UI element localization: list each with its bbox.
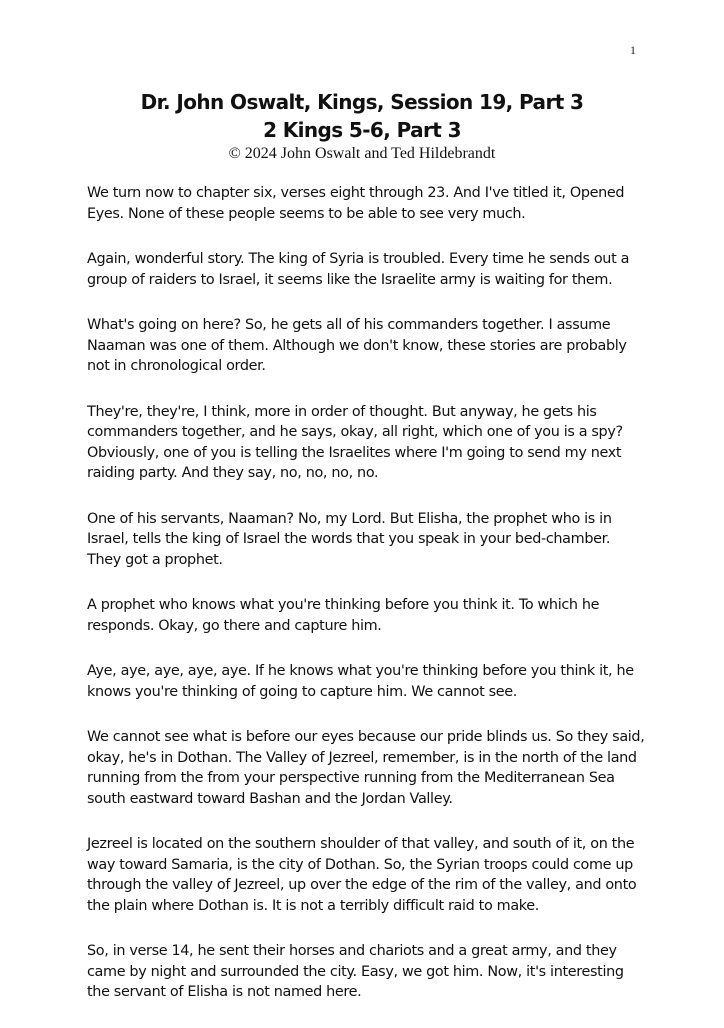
paragraph: So, in verse 14, he sent their horses and chariots and a great army, and they came by night and surrounded the city. Easy, we got him. Now, it's interesting the servant of Elisha is not named here. bbox=[87, 943, 624, 1000]
document-title: Dr. John Oswalt, Kings, Session 19, Part 3 bbox=[140, 90, 584, 114]
paragraph: We turn now to chapter six, verses eight through 23. And I've titled it, Opened Eyes. None of these people seems to be able to see very much. bbox=[87, 185, 625, 222]
document-subtitle: 2 Kings 5-6, Part 3 bbox=[263, 118, 461, 142]
document-header bbox=[0, 88, 724, 164]
paragraph: We cannot see what is before our eyes because our pride blinds us. So they said, okay, he's in Dothan. The Valley of Jezreel, remember, is in the north of the land running from the from your perspective running from the Mediterranean Sea south eastward toward Bashan and the Jordan Valley. bbox=[87, 729, 645, 807]
paragraph: Jezreel is located on the southern shoulder of that valley, and south of it, on the way toward Samaria, is the city of Dothan. So, the Syrian troops could come up through the valley of Jezreel, up over the edge of the rim of the valley, and onto the plain where Dothan is. It is not a terribly difficult raid to make. bbox=[87, 836, 637, 914]
paragraph: What's going on here? So, he gets all of his commanders together. I assume Naaman was one of them. Although we don't know, these stories are probably not in chronological order. bbox=[87, 317, 627, 374]
body-text bbox=[87, 183, 647, 1028]
paragraph: They're, they're, I think, more in order of thought. But anyway, he gets his commanders together, and he says, okay, all right, which one of you is a spy? Obviously, one of you is telling the Israelites where I'm going to send my next raiding party. And they say, no, no, no, no. bbox=[87, 403, 623, 481]
paragraph: A prophet who knows what you're thinking before you think it. To which he responds. Okay, go there and capture him. bbox=[87, 597, 600, 634]
paragraph: Aye, aye, aye, aye, aye. If he knows what you're thinking before you think it, he knows you're thinking of going to capture him. We cannot see. bbox=[87, 663, 634, 700]
paragraph: One of his servants, Naaman? No, my Lord. But Elisha, the prophet who is in Israel, tells the king of Israel the words that you speak in your bed-chamber. They got a prophet. bbox=[87, 510, 612, 568]
paragraph: Again, wonderful story. The king of Syria is troubled. Every time he sends out a group of raiders to Israel, it seems like the Israelite army is waiting for them. bbox=[87, 251, 630, 288]
copyright-notice: © 2024 John Oswalt and Ted Hildebrandt bbox=[228, 145, 496, 162]
page-number: 1 bbox=[630, 43, 636, 57]
